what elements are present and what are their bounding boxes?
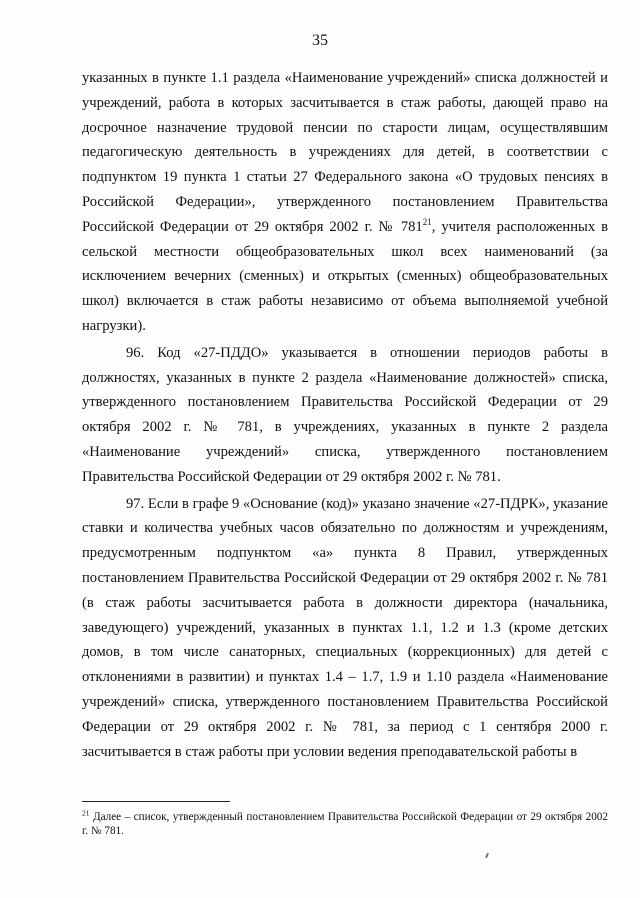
paragraph-text: указанных в пункте 1.1 раздела «Наименование учреждений» списка должностей и учреждений, работа в которых засчитывается в стаж работы, дающей право на досрочное назначение трудовой пенсии по старости лицам, осуществлявшим педагогическую деятельность в учреждениях для детей, в соответствии с подпунктом 19 пункта 1 статьи 27 Федерального закона «О трудовых пенсиях в Российской Федерации», утвержденного постановлением Правительства Российской Федерации от 29 октября 2002 г. № 781 xyxy=(82,70,608,235)
paragraph-96: 96. Код «27-ПДДО» указывается в отношении периодов работы в должностях, указанных в пункте 2 раздела «Наименование должностей» списка, утвержденного постановлением Правительства Российской Федерации от 29 октября 2002 г. № 781, в учреждениях, указанных в пункте 2 раздела «Наименование учреждений» списка, утвержденного постановлением Правительства Российской Федерации от 29 октября 2002 г. № 781. xyxy=(82,344,608,485)
paragraph-97: 97. Если в графе 9 «Основание (код)» указано значение «27-ПДРК», указание ставки и количества учебных часов обязательно по должностям и учреждениям, предусмотренным подпунктом «а» пункта 8 Правил, утвержденных постановлением Правительства Российской Федерации от 29 октября 2002 г. № 781 (в стаж работы засчитывается работа в должности директора (начальника, заведующего) учреждений, указанных в пунктах 1.1, 1.2 и 1.3 (кроме детских домов, в том числе санаторных, специальных (коррекционных) для детей с отклонениями в развитии) и пунктах 1.4 – 1.7, 1.9 и 1.10 раздела «Наименование учреждений» списка, утвержденного постановлением Правительства Российской Федерации от 29 октября 2002 г. № 781, за период с 1 сентября 2000 г. засчитывается в стаж работы при условии ведения преподавательской работы в xyxy=(82,495,608,760)
body-text xyxy=(82,66,608,766)
page-number: 35 xyxy=(312,32,328,49)
footnote-text: Далее – список, утвержденный постановлением Правительства Российской Федерации от 29 октября 2002 г. № 781. xyxy=(82,811,608,837)
paragraph-text-after-reference: , учителя расположенных в сельской местности общеобразовательных школ всех наименований (за исключением вечерних (сменных) и открытых (сменных) общеобразовательных школ) включается в стаж работы независимо от объема выполняемой учебной нагрузки). xyxy=(82,218,608,334)
paragraph-continuation xyxy=(82,66,608,339)
scan-speck xyxy=(485,853,489,858)
footnote-separator xyxy=(82,801,230,802)
footnote xyxy=(82,810,608,838)
footnote-reference[interactable]: 21 xyxy=(422,216,432,227)
footnote-mark: 21 xyxy=(82,808,90,818)
